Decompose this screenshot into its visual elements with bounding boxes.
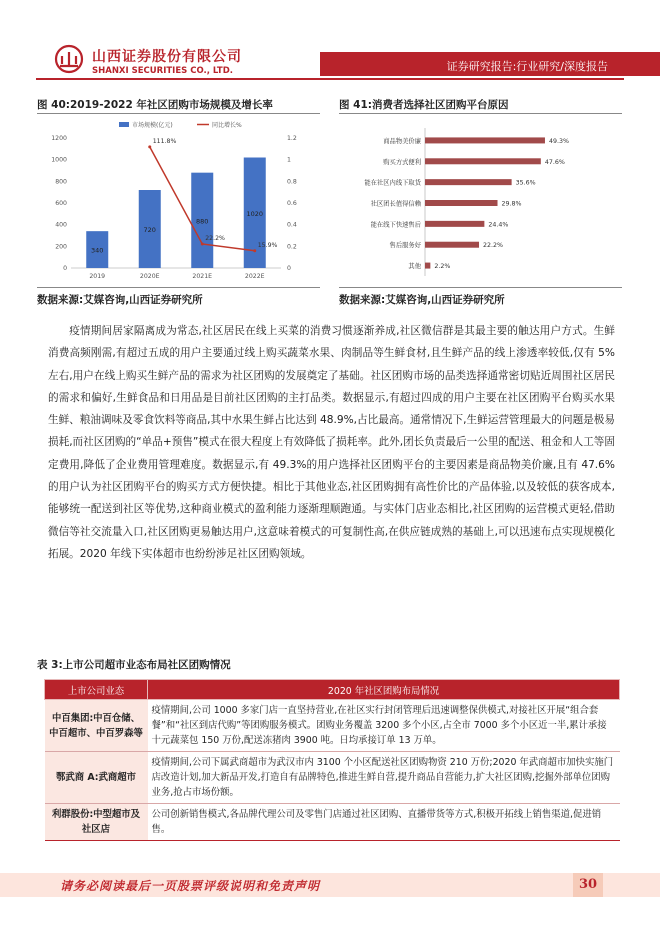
bar (425, 242, 479, 248)
bar-value-label: 24.4% (488, 221, 509, 229)
figure-41-source: 数据来源:艾媒咨询,山西证券研究所 (339, 294, 505, 306)
bar (425, 158, 541, 164)
table-cell-detail: 公司创新销售模式,各品牌代理公司及零售门店通过社区团购、直播带货等方式,积极开拓线上销售渠道,促进销售。 (148, 804, 620, 841)
bar-value-label: 720 (143, 226, 156, 234)
y-tick-label-right: 0.2 (287, 243, 297, 251)
table-cell-company: 利群股份:中型超市及社区店 (45, 804, 148, 841)
table-row (45, 700, 620, 752)
bar-value-label: 35.6% (515, 179, 536, 187)
page-number: 30 (573, 873, 603, 897)
y-tick-label-left: 600 (55, 200, 67, 207)
table-header-detail: 2020 年社区团购布局情况 (148, 680, 620, 700)
figure-40-source-rule (37, 287, 320, 288)
table-header-row (45, 680, 620, 700)
y-tick-label-right: 0.4 (287, 221, 297, 229)
company-logo-icon (54, 44, 84, 74)
legend-swatch-market-size (119, 122, 129, 127)
figure-41-source-rule (339, 287, 622, 288)
body-text (48, 320, 615, 565)
bar (425, 179, 512, 185)
category-label: 购买方式便利 (383, 158, 421, 166)
y-tick-label-left: 800 (55, 178, 67, 186)
y-tick-label-right: 1.2 (287, 135, 297, 142)
bar-value-label: 29.8% (501, 200, 522, 208)
y-tick-label-left: 400 (55, 221, 67, 229)
bar (425, 137, 545, 143)
page-header (0, 0, 660, 90)
growth-value-label: 15.9% (257, 241, 278, 249)
legend-label-market-size: 市场规模(亿元) (132, 122, 173, 129)
growth-point (201, 242, 204, 245)
growth-value-label: 111.8% (152, 137, 177, 145)
bar (425, 200, 498, 206)
y-tick-label-left: 1000 (51, 156, 67, 164)
y-tick-label-right: 0 (287, 265, 291, 272)
bar-value-label: 22.2% (483, 242, 504, 250)
bar-value-label: 47.6% (544, 158, 565, 166)
category-label: 社区团长值得信赖 (370, 200, 421, 208)
table-cell-detail: 疫情期间,公司下属武商超市为武汉市内 3100 个小区配送社区团购物资 210 万份;2020 年武商超市加快实施门店改造计划,加大新品开发,打造自有品牌特色,推进生鲜自营,提升商品自营能力,扩大社区团购,挖掘外部单位团购业务,抢占市场份额。 (148, 752, 620, 804)
growth-point (253, 249, 256, 252)
company-name-en: SHANXI SECURITIES CO., LTD. (92, 66, 234, 76)
figure-41-caption: 图 41:消费者选择社区团购平台原因 (339, 99, 509, 111)
category-label: 能在社区内线下取货 (364, 179, 421, 187)
y-tick-label-right: 0.8 (287, 178, 297, 186)
table-cell-company: 鄂武商 A:武商超市 (45, 752, 148, 804)
table-cell-detail: 疫情期间,公司 1000 多家门店一直坚持营业,在社区实行封闭管理后迅速调整保供模式,对接社区开展“组合套餐”和“社区到店代购”等团购服务模式。团购业务覆盖 3200 多个小区,占全市 7000 多个小区近一半,累计承接十元蔬菜包 150 万份,配送冻猪肉 3900 吨。日均承接订单 13 万单。 (148, 700, 620, 752)
table-row (45, 804, 620, 841)
x-tick-label: 2019 (89, 273, 106, 280)
bar-value-label: 49.3% (548, 137, 569, 145)
bar (425, 263, 430, 269)
bar-value-label: 2.2% (434, 263, 451, 271)
growth-value-label: 22.2% (205, 234, 225, 242)
company-name-cn: 山西证券股份有限公司 (92, 49, 242, 65)
market-size-chart-svg (37, 116, 320, 286)
table-3-caption: 表 3:上市公司超市业态布局社区团购情况 (37, 659, 231, 671)
x-tick-label: 2022E (244, 273, 265, 280)
category-label: 其他 (408, 263, 421, 271)
y-tick-label-right: 1 (287, 156, 291, 164)
bar-value-label: 880 (196, 217, 209, 226)
table-cell-company: 中百集团:中百仓储、中百超市、中百罗森等 (45, 700, 148, 752)
y-tick-label-left: 0 (63, 265, 67, 272)
reasons-chart (339, 116, 622, 286)
bar (425, 221, 484, 227)
bar-value-label: 340 (91, 246, 104, 255)
figure-41-caption-rule (339, 113, 622, 114)
y-tick-label-left: 200 (55, 243, 67, 251)
page-footer (0, 873, 660, 903)
category-label: 商品物美价廉 (383, 137, 421, 145)
reasons-chart-svg (339, 116, 622, 286)
report-type: 证券研究报告:行业研究/深度报告 (446, 60, 608, 73)
category-label: 售后服务好 (389, 242, 421, 250)
y-tick-label-left: 1200 (51, 135, 67, 142)
growth-point (148, 145, 151, 148)
x-tick-label: 2021E (192, 273, 213, 280)
disclaimer-text: 请务必阅读最后一页股票评级说明和免责声明 (60, 879, 321, 893)
body-paragraph: 疫情期间居家隔离成为常态,社区居民在线上买菜的消费习惯逐渐养成,社区微信群是其最主要的触达用户方式。生鲜消费高频刚需,有超过五成的用户主要通过线上购买蔬菜水果、肉制品等生鲜食材,且生鲜产品的线上渗透率较低,仅有 5%左右,用户在线上购买生鲜产品的需求为社区团购的发展奠定了基础。社区团购市场的品类选择通常密切贴近周围社区居民的需求和偏好,生鲜食品和日用品是目前社区团购的主打品类。数据显示,有超过四成的用户主要在社区团购平台购买水果生鲜、粮油调味及零食饮料等商品,其中水果生鲜占比达到 48.9%,占比最高。通常情况下,生鲜运营管理最大的问题是极易损耗,而社区团购的“单品+预售”模式在很大程度上有效降低了损耗率。此外,团长负责最后一公里的配送、租金和人工等固定费用,降低了企业费用管理难度。数据显示,有 49.3%的用户选择社区团购平台的主要因素是商品物美价廉,且有 47.6%的用户认为社区团购平台的购买方式方便快捷。相比于其他业态,社区团购拥有高性价比的产品体验,以及较低的获客成本,能够统一配送到社区等优势,这种商业模式的盈利能力逐渐理顺跑通。与实体门店业态相比,社区团购的运营模式更轻,借助微信等社交流量入口,社区团购更易触达用户,这意味着模式的可复制性高,在供应链成熟的基础上,可以迅速布点实现规模化拓展。2020 年线下实体超市也纷纷涉足社区团购领域。 (48, 325, 615, 560)
header-divider (36, 78, 624, 80)
x-tick-label: 2020E (139, 273, 160, 280)
table-row (45, 752, 620, 804)
category-label: 能在线下快速售后 (370, 221, 421, 229)
bar-value-label: 1020 (246, 209, 264, 218)
figure-40-caption-rule (37, 113, 320, 114)
figure-40-source: 数据来源:艾媒咨询,山西证券研究所 (37, 294, 203, 306)
market-size-chart (37, 116, 320, 286)
y-tick-label-right: 0.6 (287, 200, 297, 207)
community-groupbuy-table (44, 679, 620, 841)
table-header-company: 上市公司业态 (45, 680, 148, 700)
figure-40-caption: 图 40:2019-2022 年社区团购市场规模及增长率 (37, 99, 273, 111)
legend-label-growth: 同比增长% (212, 122, 242, 129)
